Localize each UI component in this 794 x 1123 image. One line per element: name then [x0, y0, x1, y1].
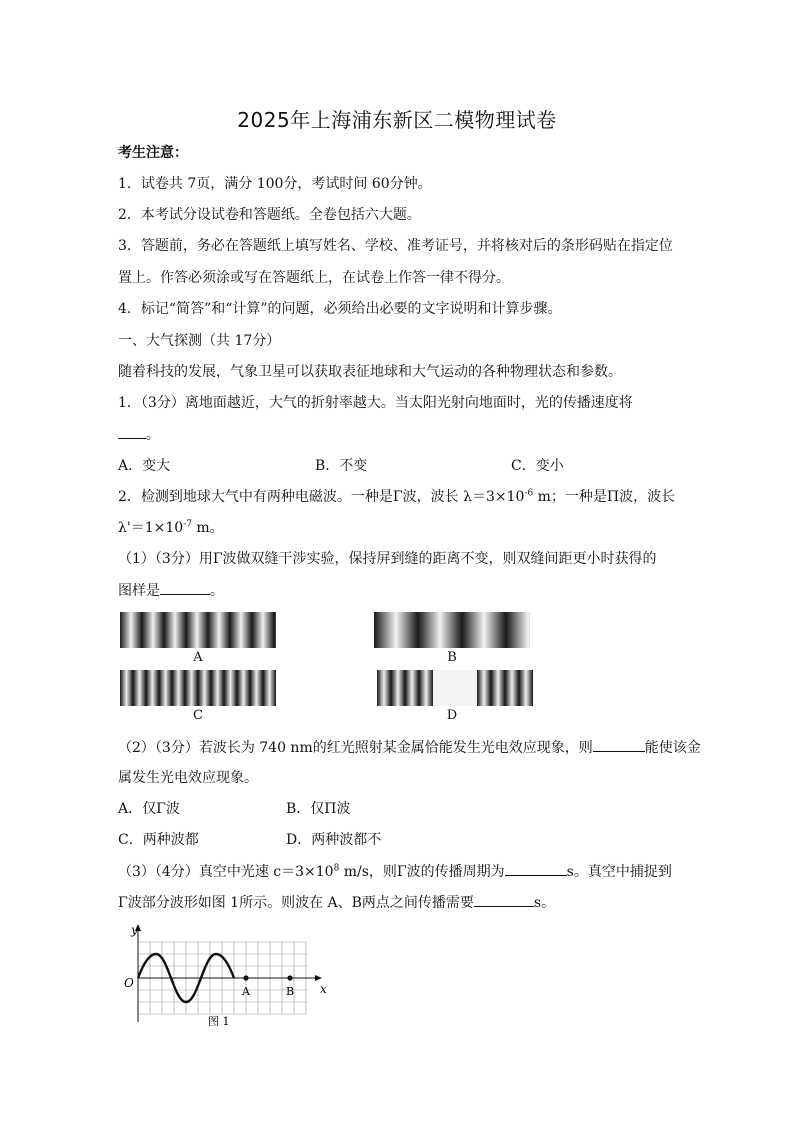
question-2-1-stem-cont: 图样是 。	[118, 580, 224, 601]
notice-item: 4．标记“简答”和“计算”的问题，必须给出必要的文字说明和计算步骤。	[118, 301, 562, 317]
question-1-stem: 1．（3分）离地面越近，大气的折射率越大。当太阳光射向地面时，光的传播速度将	[118, 395, 633, 411]
question-2-stem: 2．检测到地球大气中有两种电磁波。一种是Γ波，波长 $\lambda=3\times 10^{-6}$ m；一种是Π波，波长	[118, 488, 676, 505]
option-a: A．变大	[118, 458, 171, 474]
answer-blank	[118, 424, 146, 439]
point-b-label: B	[286, 985, 295, 998]
figure-caption: 图 1	[208, 1015, 230, 1028]
x-axis-arrow	[315, 975, 322, 981]
notice-item: 3．答题前，务必在答题纸上填写姓名、学校、准考证号，并将核对后的条形码贴在指定位	[118, 238, 673, 254]
fringe-pattern-d	[377, 670, 533, 706]
fringe-label-d: D	[446, 708, 458, 723]
fringe-pattern-a	[120, 612, 276, 648]
answer-blank	[593, 737, 645, 752]
waveform-figure	[118, 922, 338, 1032]
point-b-marker	[287, 975, 292, 980]
fringe-label-b: B	[447, 650, 457, 665]
answer-blank	[505, 861, 567, 876]
answer-blank	[160, 580, 210, 595]
option-d: D．两种波都不	[286, 832, 382, 848]
question-2-3-stem: （3）（4分）真空中光速 $c=3\times 10^8$ m/s，则Γ波的传播周期为 s。真空中捕捉到	[118, 861, 672, 882]
option-c: C．两种波都	[118, 832, 199, 848]
notice-item: 2．本考试分设试卷和答题纸。全卷包括六大题。	[118, 207, 421, 223]
section-heading: 一、大气探测（共 17分）	[118, 333, 281, 349]
question-2-2-stem: （2）（3分）若波长为 740 nm的红光照射某金属恰能发生光电效应现象，则 能使该金	[118, 737, 701, 758]
x-axis-label: x	[320, 982, 327, 996]
option-b: B．不变	[315, 458, 368, 474]
question-2-1-stem: （1）（3分）用Γ波做双缝干涉实验，保持屏到缝的距离不变，则双缝间距更小时获得的	[118, 551, 657, 567]
notice-item: 1．试卷共 7页，满分 100分，考试时间 60分钟。	[118, 176, 432, 192]
option-c: C．变小	[511, 458, 564, 474]
fringe-pattern-b	[374, 612, 530, 648]
point-a-label: A	[242, 985, 250, 998]
origin-label: O	[124, 976, 134, 990]
page-title: 2025年上海浦东新区二模物理试卷	[237, 108, 557, 132]
question-2-3-stem-cont: Γ波部分波形如图 1所示。则波在 A、B两点之间传播需要 s。	[118, 892, 555, 913]
y-axis-label: y	[131, 923, 138, 937]
question-2-2-stem-cont: 属发生光电效应现象。	[118, 770, 258, 786]
question-1-answer-line: 。	[118, 424, 160, 445]
question-2-stem-cont: $\lambda'=1\times 10^{-7}$ m。	[118, 519, 224, 536]
option-a: A．仅Γ波	[118, 801, 180, 817]
option-b: B．仅Π波	[286, 801, 351, 817]
fringe-label-c: C	[193, 708, 203, 723]
fringe-label-a: A	[193, 650, 203, 665]
fringe-pattern-c	[120, 670, 276, 706]
notice-heading: 考生注意：	[118, 145, 188, 161]
section-intro: 随着科技的发展，气象卫星可以获取表征地球和大气运动的各种物理状态和参数。	[118, 364, 622, 380]
notice-item: 置上。作答必须涂或写在答题纸上，在试卷上作答一律不得分。	[118, 270, 510, 286]
answer-blank	[474, 892, 534, 907]
point-a-marker	[243, 975, 248, 980]
